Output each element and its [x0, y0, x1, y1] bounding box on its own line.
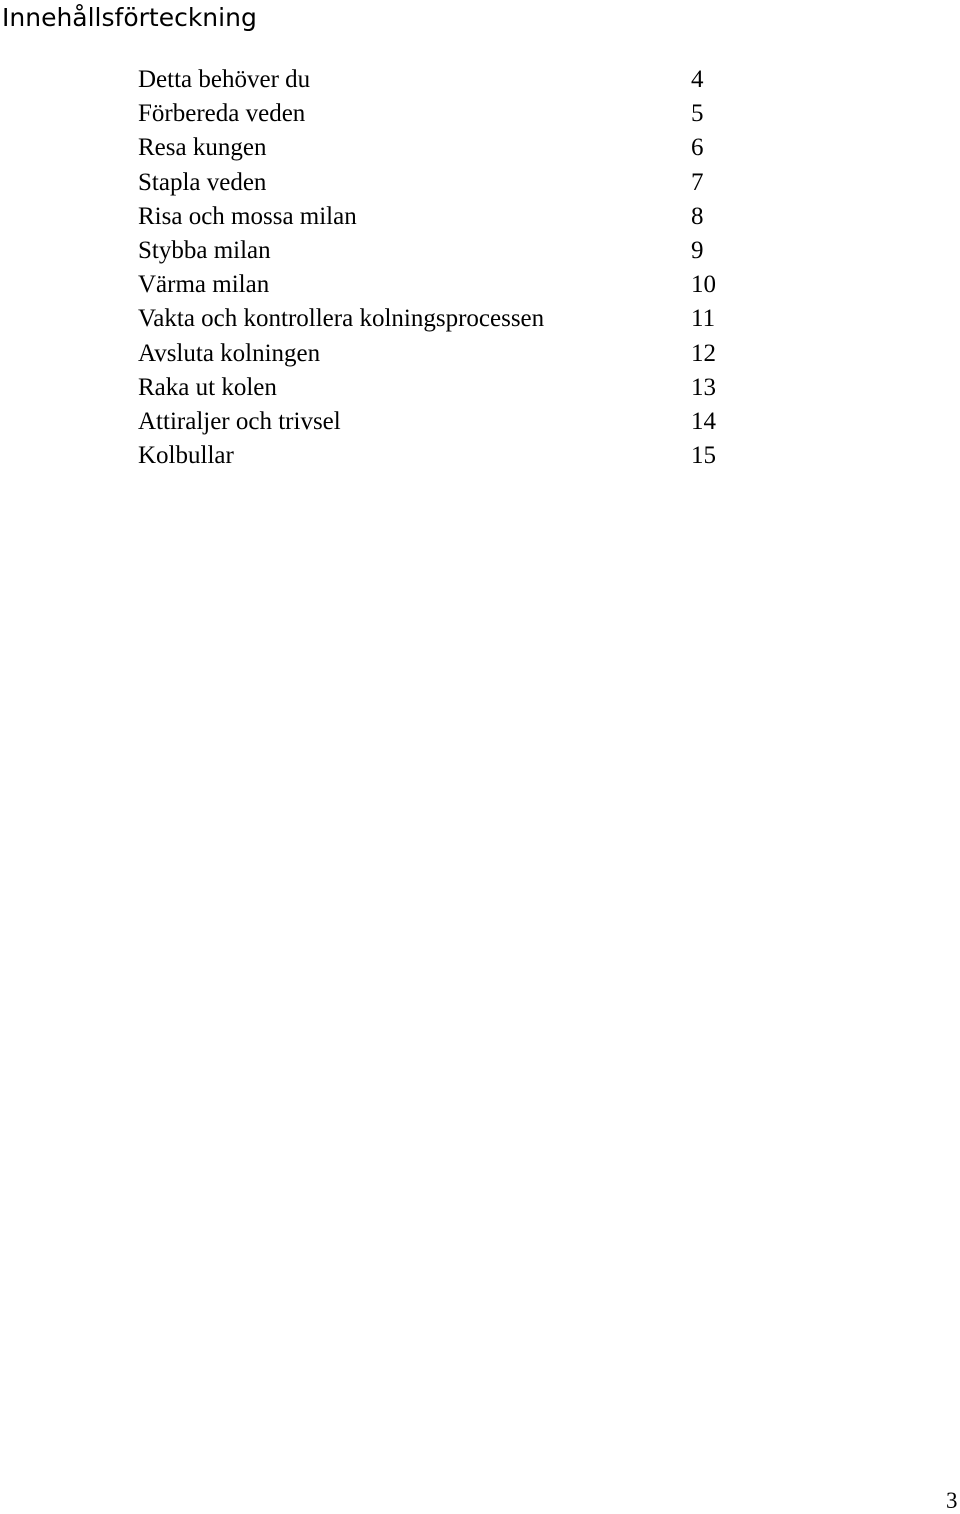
toc-entry-label: Stapla veden	[138, 168, 267, 196]
toc-entry[interactable]	[138, 337, 738, 371]
toc-entry[interactable]	[138, 234, 738, 268]
toc-entry-page: 14	[691, 407, 716, 435]
page-number: 3	[946, 1488, 958, 1513]
toc-entry-label: Avsluta kolningen	[138, 339, 321, 367]
toc-entry[interactable]	[138, 166, 738, 200]
toc-entry-page: 11	[691, 305, 716, 333]
toc-entry-page: 5	[691, 100, 704, 128]
toc-entry-page: 15	[691, 442, 716, 470]
toc-entry[interactable]	[138, 268, 738, 302]
toc-entry[interactable]	[138, 131, 738, 165]
toc-entry[interactable]	[138, 63, 738, 97]
toc-entry-page: 12	[691, 339, 716, 367]
toc-entry-page: 9	[691, 236, 704, 264]
toc-entry-label: Risa och mossa milan	[138, 202, 357, 230]
table-of-contents	[138, 63, 738, 473]
toc-entry-page: 6	[691, 134, 704, 162]
toc-entry-label: Attiraljer och trivsel	[138, 407, 341, 435]
toc-entry-page: 10	[691, 271, 716, 299]
page-title: Innehållsförteckning	[2, 3, 257, 32]
toc-entry-label: Resa kungen	[138, 134, 267, 162]
toc-entry-page: 13	[691, 373, 716, 401]
toc-entry[interactable]	[138, 371, 738, 405]
toc-entry[interactable]	[138, 97, 738, 131]
toc-entry-page: 4	[691, 66, 704, 93]
toc-entry-label: Värma milan	[138, 271, 270, 299]
toc-entry-label: Raka ut kolen	[138, 373, 277, 401]
toc-entry[interactable]	[138, 439, 738, 473]
toc-entry-page: 8	[691, 202, 704, 230]
toc-entry-label: Stybba milan	[138, 236, 271, 264]
toc-entry[interactable]	[138, 302, 738, 336]
toc-entry[interactable]	[138, 200, 738, 234]
toc-entry[interactable]	[138, 405, 738, 439]
toc-entry-label: Detta behöver du	[138, 66, 311, 93]
toc-entry-page: 7	[691, 168, 704, 196]
toc-entry-label: Vakta och kontrollera kolningsprocessen	[138, 305, 545, 333]
toc-entry-label: Kolbullar	[138, 442, 234, 470]
toc-entry-label: Förbereda veden	[138, 100, 306, 128]
